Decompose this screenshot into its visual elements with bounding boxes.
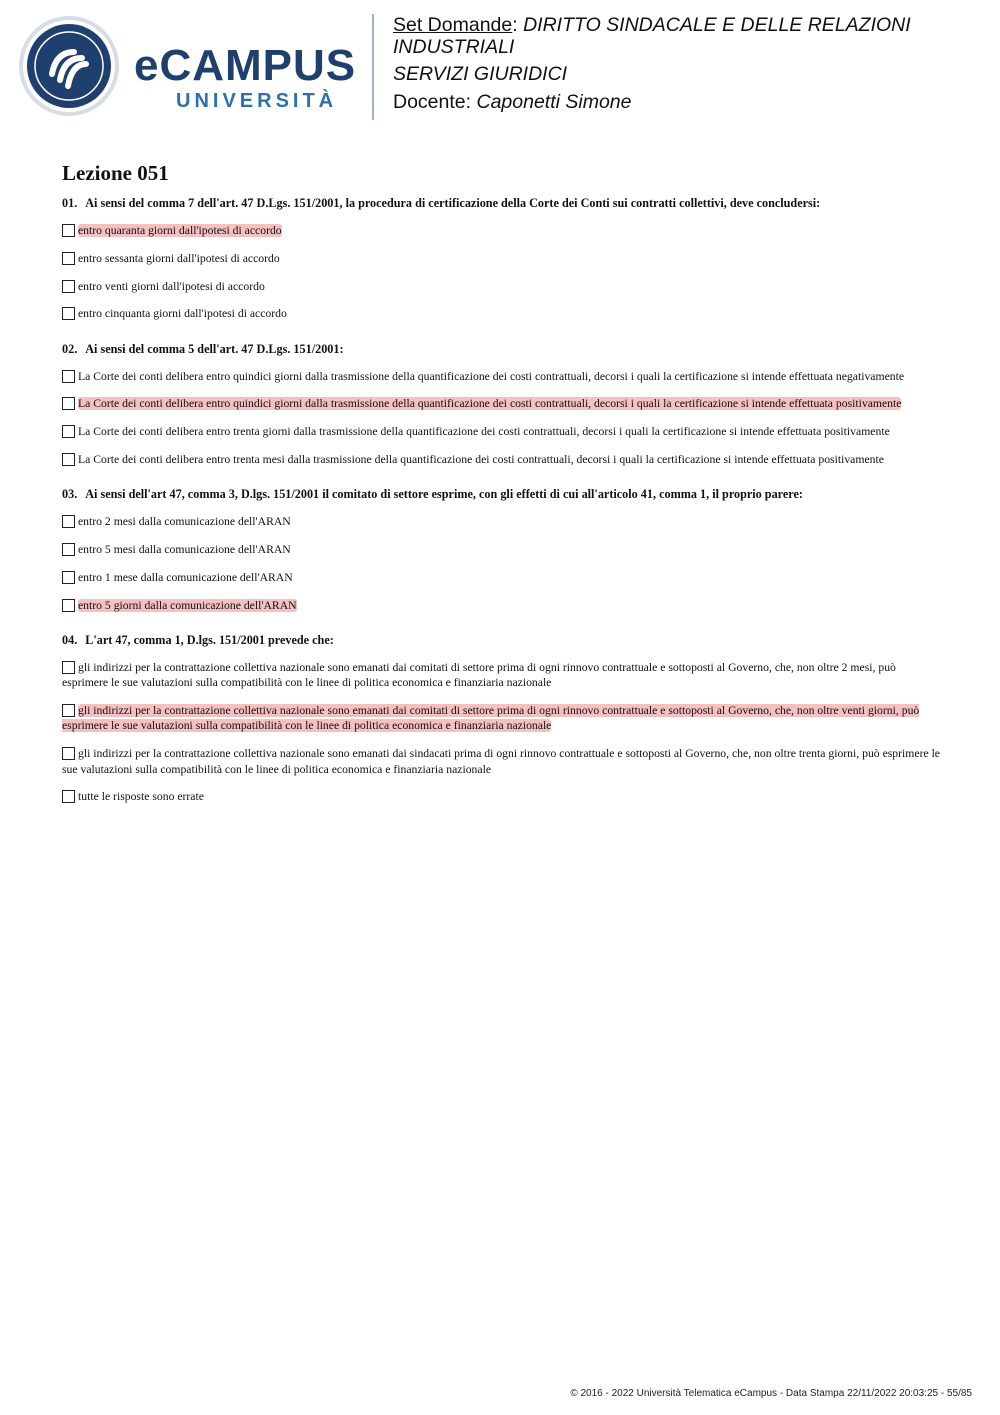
question-number: 01. <box>62 196 78 210</box>
question-text <box>62 487 942 502</box>
checkbox[interactable] <box>62 453 75 466</box>
answer-option[interactable] <box>62 598 942 613</box>
answer-text-highlighted: entro 5 giorni dalla comunicazione dell'ARAN <box>78 598 297 612</box>
answer-option[interactable] <box>62 570 942 585</box>
answer-option[interactable] <box>62 542 942 557</box>
answer-text-highlighted: gli indirizzi per la contrattazione collettiva nazionale sono emanati dai comitati di settore prima di ogni rinnovo contrattuale e sottoposti al Governo, che, non oltre venti giorni, può esprimere le sue valutazioni sulla compatibilità con le linee di politica economica e finanziaria nazionale <box>62 704 920 733</box>
question-text <box>62 342 942 357</box>
answer-option[interactable] <box>62 703 942 734</box>
checkbox[interactable] <box>62 704 75 717</box>
checkbox[interactable] <box>62 397 75 410</box>
answer-text-highlighted: entro quaranta giorni dall'ipotesi di accordo <box>78 224 282 237</box>
question-number: 03. <box>62 487 78 502</box>
checkbox[interactable] <box>62 425 75 438</box>
question <box>62 487 942 613</box>
question-number: 02. <box>62 341 78 356</box>
answer-text-highlighted: La Corte dei conti delibera entro quindici giorni dalla trasmissione della quantificazione dei costi contrattuali, decorsi i quali la certificazione si intende effettuata positivamente <box>78 397 902 411</box>
header-info <box>393 15 973 119</box>
header-divider <box>372 14 374 120</box>
checkbox[interactable] <box>62 307 75 320</box>
answer-text: entro cinquanta giorni dall'ipotesi di accordo <box>78 307 287 321</box>
answer-option[interactable] <box>62 369 942 384</box>
answer-text: La Corte dei conti delibera entro trenta giorni dalla trasmissione della quantificazione dei costi contrattuali, decorsi i quali la certificazione si intende effettuata positivamente <box>78 425 890 439</box>
answer-option[interactable] <box>62 251 942 266</box>
checkbox[interactable] <box>62 280 75 293</box>
checkbox[interactable] <box>62 661 75 674</box>
answer-text: entro venti giorni dall'ipotesi di accordo <box>78 279 265 293</box>
question-number: 04. <box>62 633 78 648</box>
answer-option[interactable] <box>62 223 942 238</box>
question-label: Ai sensi del comma 7 dell'art. 47 D.Lgs. 151/2001, la procedura di certificazione della Corte dei Conti sui contratti collettivi, deve concludersi: <box>85 196 821 210</box>
answer-option[interactable] <box>62 279 942 294</box>
logo-sub: UNIVERSITÀ <box>176 90 338 112</box>
lesson-title: Lezione 051 <box>62 161 169 185</box>
answer-text: entro 2 mesi dalla comunicazione dell'ARAN <box>78 515 291 529</box>
question-text <box>62 196 942 211</box>
answer-text: tutte le risposte sono errate <box>78 790 204 804</box>
checkbox[interactable] <box>62 543 75 556</box>
answer-text: entro 5 mesi dalla comunicazione dell'ARAN <box>78 543 291 557</box>
question-label: Ai sensi del comma 5 dell'art. 47 D.Lgs. 151/2001: <box>85 341 344 356</box>
department: SERVIZI GIURIDICI <box>393 63 568 85</box>
answer-option[interactable] <box>62 306 942 321</box>
answer-option[interactable] <box>62 789 942 804</box>
set-label: Set Domande <box>393 14 513 36</box>
question-text <box>62 633 942 648</box>
answer-text: entro 1 mese dalla comunicazione dell'ARAN <box>78 570 293 584</box>
answer-text: gli indirizzi per la contrattazione collettiva nazionale sono emanati dai sindacati prima di ogni rinnovo contrattuale e sottoposti al Governo, che, non oltre trenta giorni, può esprimere le sue valutazioni sulla compatibilità con le linee di politica economica e finanziaria nazionale <box>62 747 940 776</box>
checkbox[interactable] <box>62 571 75 584</box>
checkbox[interactable] <box>62 515 75 528</box>
teacher-name: Caponetti Simone <box>476 90 632 113</box>
question-label: Ai sensi dell'art 47, comma 3, D.lgs. 151/2001 il comitato di settore esprime, con gli effetti di cui all'articolo 41, comma 1, il proprio parere: <box>85 487 803 502</box>
answer-option[interactable] <box>62 452 942 467</box>
answer-option[interactable] <box>62 660 942 691</box>
logo-word: eCAMPUS <box>134 41 357 90</box>
ecampus-logo <box>14 14 359 118</box>
answer-option[interactable] <box>62 514 942 529</box>
department-line <box>393 64 973 86</box>
page-header <box>0 0 1000 130</box>
question-set <box>62 160 942 825</box>
answer-text: La Corte dei conti delibera entro quindici giorni dalla trasmissione della quantificazione dei costi contrattuali, decorsi i quali la certificazione si intende effettuata negativamente <box>78 369 905 383</box>
teacher-line <box>393 92 973 114</box>
question-label: L'art 47, comma 1, D.lgs. 151/2001 prevede che: <box>85 633 334 648</box>
answer-text: entro sessanta giorni dall'ipotesi di accordo <box>78 251 280 265</box>
answer-text: La Corte dei conti delibera entro trenta mesi dalla trasmissione della quantificazione dei costi contrattuali, decorsi i quali la certificazione si intende effettuata positivamente <box>78 453 884 467</box>
checkbox[interactable] <box>62 790 75 803</box>
question <box>62 196 942 322</box>
checkbox[interactable] <box>62 252 75 265</box>
checkbox[interactable] <box>62 747 75 760</box>
answer-text: gli indirizzi per la contrattazione collettiva nazionale sono emanati dai comitati di settore prima di ogni rinnovo contrattuale e sottoposti al Governo, che, non oltre 2 mesi, può esprimere le sue valutazioni sulla compatibilità con le linee di politica economica e finanziaria nazionale <box>62 661 896 690</box>
course-title: DIRITTO SINDACALE E DELLE RELAZIONI INDUSTRIALI <box>393 14 911 58</box>
question <box>62 633 942 805</box>
course-line: Set Domande: DIRITTO SINDACALE E DELLE RELAZIONI INDUSTRIALI <box>393 14 911 58</box>
page-footer: © 2016 - 2022 Università Telematica eCampus - Data Stampa 22/11/2022 20:03:25 - 55/85 <box>570 1388 972 1399</box>
checkbox[interactable] <box>62 599 75 612</box>
teacher-label: Docente: <box>393 90 472 113</box>
answer-option[interactable] <box>62 424 942 439</box>
answer-option[interactable] <box>62 746 942 777</box>
checkbox[interactable] <box>62 370 75 383</box>
question <box>62 342 942 468</box>
checkbox[interactable] <box>62 224 75 237</box>
answer-option[interactable] <box>62 396 942 411</box>
